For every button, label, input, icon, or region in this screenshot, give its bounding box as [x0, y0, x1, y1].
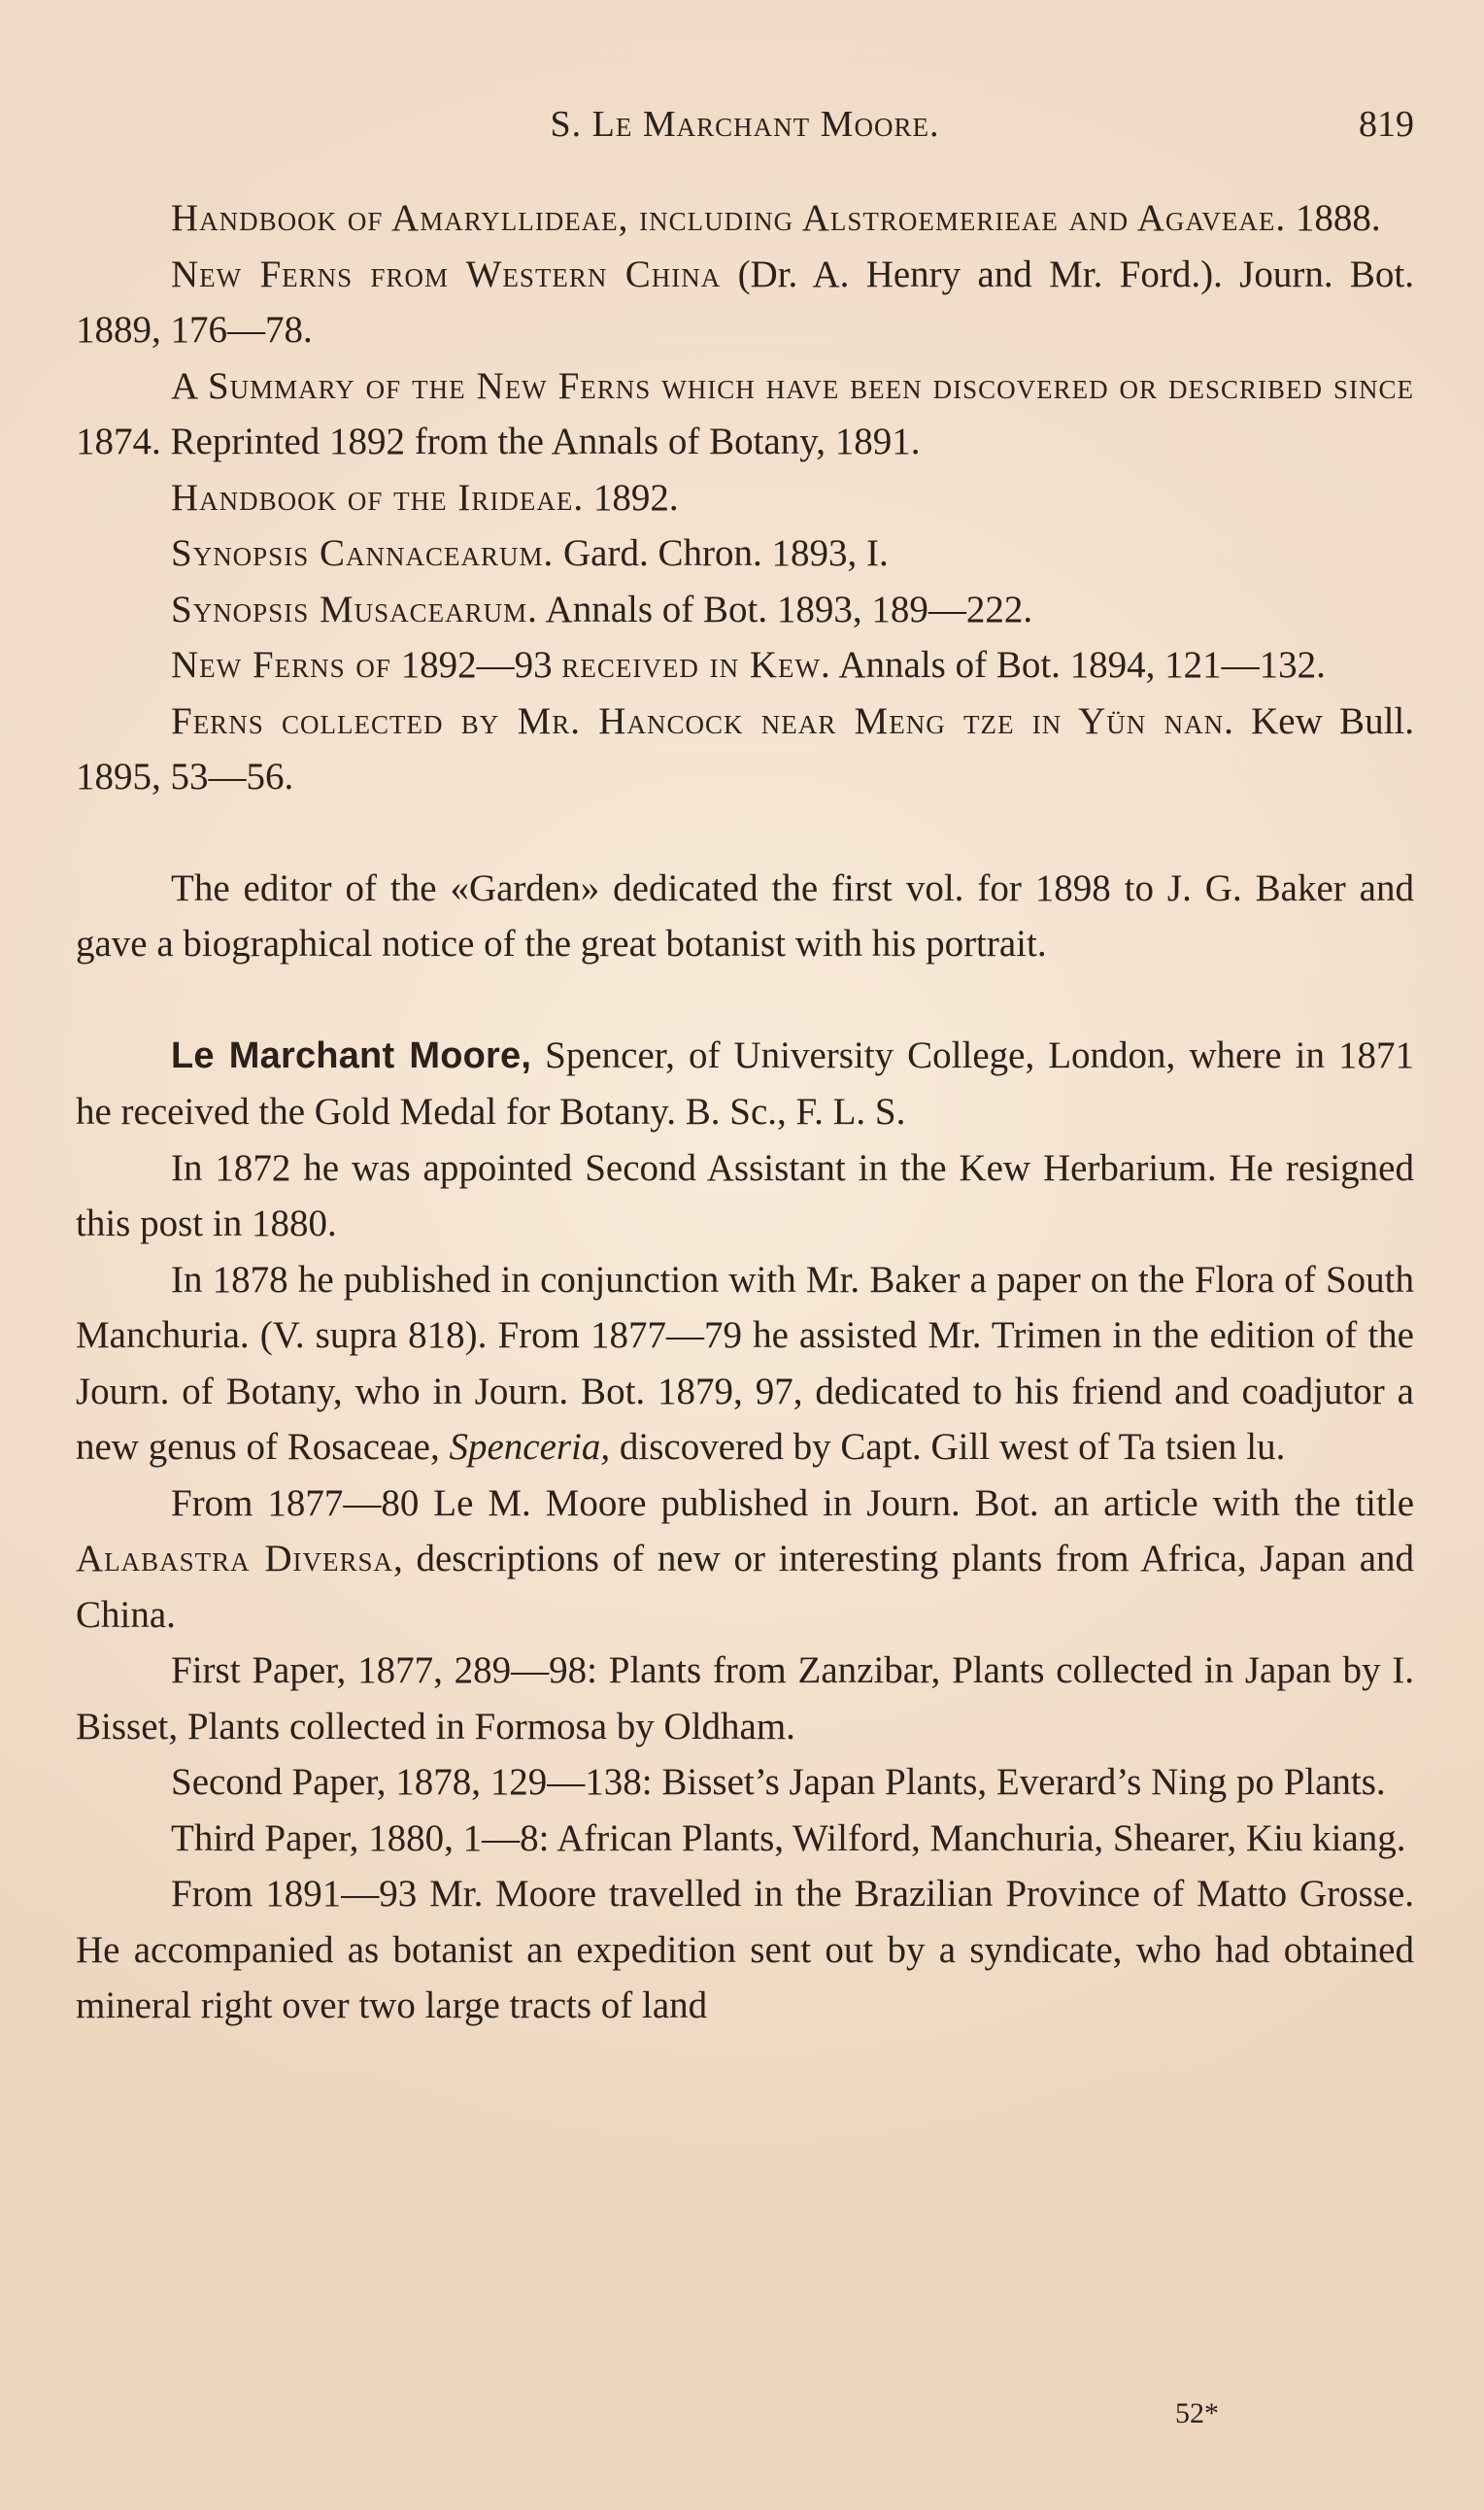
biography-paragraph: [76, 1475, 1414, 1644]
biography-paragraph: In 1872 he was appointed Second Assistant in the Kew Herbarium. He resigned this post in 1880.: [76, 1146, 1414, 1244]
bibliography-entry: [76, 526, 1414, 582]
bibliography-entry: [76, 247, 1414, 358]
biography-paragraph: From 1891—93 Mr. Moore travelled in the Brazilian Province of Matto Grosse. He accompanied as botanist an expedition sent out by a syndicate, who had obtained mineral right over two large tracts of land: [76, 1873, 1414, 2026]
biography-text: , descriptions of new or interesting plants from Africa, Japan and China.: [76, 1538, 1414, 1636]
biography-intro: [76, 1028, 1414, 1140]
entry-title: New Ferns from Western China: [171, 253, 722, 295]
biography-paragraph: Third Paper, 1880, 1—8: African Plants, Wilford, Manchuria, Shearer, Kiu kiang.: [171, 1816, 1406, 1859]
entry-title: Handbook of Amaryllideae, including Alstroemerieae and Agaveae.: [171, 197, 1287, 239]
bibliography-entry: [76, 358, 1414, 470]
entry-title: Handbook of the Irideae.: [171, 476, 585, 519]
entry-detail: Annals of Bot. 1893, 189—222.: [537, 588, 1033, 630]
entry-title: Ferns collected by Mr. Hancock near Meng tze in Yün nan.: [171, 699, 1234, 742]
entry-detail: 1892.: [584, 476, 679, 519]
biography-intro-text: Spencer, of University College, London, where in 1871 he received the Gold Medal for Botany. B. Sc., F. L. S.: [76, 1034, 1414, 1133]
biography-paragraph: [76, 1252, 1414, 1475]
bibliography-entry: [76, 694, 1414, 805]
entry-detail: 1874. Reprinted 1892 from the Annals of Botany, 1891.: [76, 421, 921, 462]
page-title: S. Le Marchant Moore.: [550, 104, 940, 145]
entry-detail: 1888.: [1286, 197, 1381, 239]
genus-name: Spenceria,: [449, 1426, 611, 1468]
entry-title-years: 1892—93: [390, 644, 562, 686]
page-number: 819: [1359, 104, 1414, 145]
page-signature: 52*: [1175, 2397, 1219, 2429]
biography-name: Le Marchant Moore,: [171, 1035, 532, 1076]
entry-detail: Kew Bull. 1895, 53—56.: [76, 699, 1414, 797]
entry-title: A Summary of the New Ferns which have been discovered or described since: [171, 364, 1414, 407]
bibliography-entry: [76, 582, 1414, 638]
entry-detail: Gard. Chron. 1893, I.: [554, 532, 889, 574]
biography-text: In 1878 he published in conjunction with Mr. Baker a paper on the Flora of South Manchuria. (V. supra 818). From 1877—79 he assisted Mr. Trimen in the edition of the Journ. of Botany, who in Journ. Bot. 1879, 97, dedicated to his friend and coadjutor a new genus of Rosaceae,: [76, 1258, 1414, 1468]
entry-detail: Annals of Bot. 1894, 121—132.: [830, 644, 1326, 686]
running-head: [76, 103, 1414, 165]
entry-title-part: New Ferns of: [171, 644, 391, 686]
bibliography-entry: [76, 470, 1414, 526]
biography-paragraph: Second Paper, 1878, 129—138: Bisset’s Japan Plants, Everard’s Ning po Plants.: [171, 1761, 1386, 1803]
article-title: Alabastra Diversa: [76, 1538, 394, 1579]
document-body: [76, 190, 1414, 2034]
notice-paragraph: The editor of the «Garden» dedicated the first vol. for 1898 to J. G. Baker and gave a biographical notice of the great botanist with his portrait.: [76, 866, 1414, 965]
biography-text: From 1877—80 Le M. Moore published in Journ. Bot. an article with the title: [171, 1481, 1414, 1524]
biography-text: discovered by Capt. Gill west of Ta tsien lu.: [610, 1426, 1286, 1468]
entry-title: Synopsis Cannacearum.: [171, 532, 555, 574]
bibliography-entry: [76, 190, 1414, 247]
bibliography-entry: [76, 637, 1414, 694]
entry-detail: (Dr. A. Henry and Mr. Ford.). Journ. Bot. 1889, 176—78.: [76, 253, 1414, 351]
biography-paragraph: First Paper, 1877, 289—98: Plants from Zanzibar, Plants collected in Japan by I. Bisset, Plants collected in Formosa by Oldham.: [76, 1649, 1414, 1747]
section-gap: [76, 805, 1414, 861]
section-gap: [76, 972, 1414, 1028]
entry-title: Synopsis Musacearum.: [171, 588, 538, 630]
entry-title-part: received in Kew.: [561, 644, 831, 686]
